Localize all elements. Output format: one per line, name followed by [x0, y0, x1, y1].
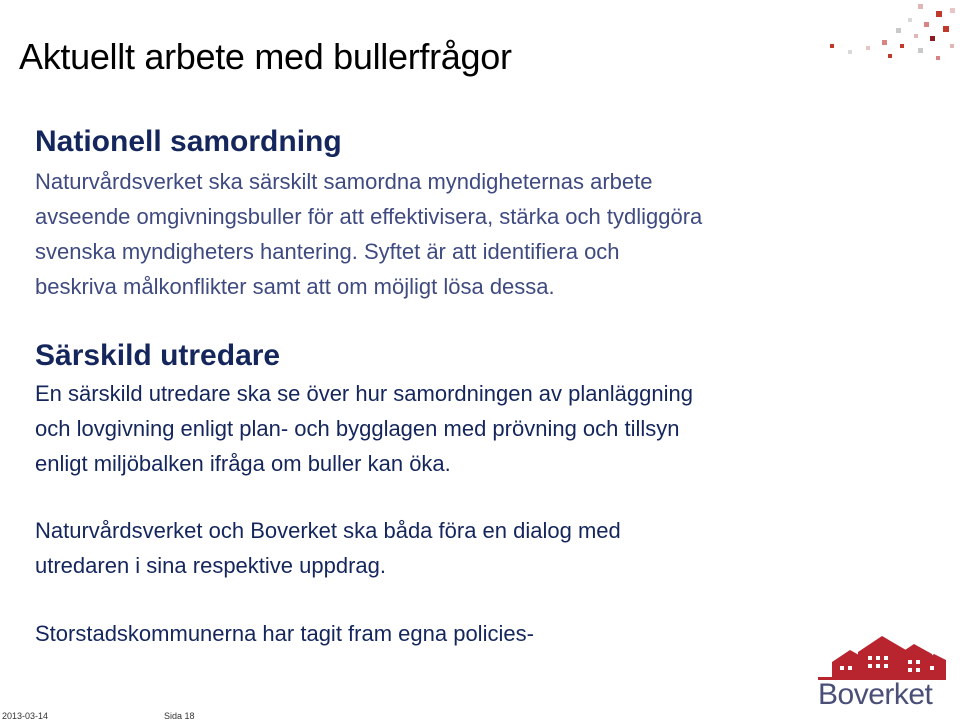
boverket-rooftops-logo-icon — [818, 632, 946, 680]
section-heading: Nationell samordning — [35, 125, 342, 158]
section-sarskild-utredare — [35, 338, 915, 481]
section-storstadskommunerna — [35, 616, 915, 651]
section-body: Naturvårdsverket ska särskilt samordna myndigheternas arbete avseende omgivningsbuller för att effektivisera, stärka och tydliggöra svenska myndigheters hantering. Syftet är att identifiera och beskriva målkonflikter samt att om möjligt lösa dessa. — [35, 169, 703, 299]
boverket-logo — [812, 632, 952, 714]
footer-date: 2013-03-14 — [2, 711, 49, 721]
section-heading: Särskild utredare — [35, 339, 281, 372]
slide-title: Aktuellt arbete med bullerfrågor — [19, 36, 512, 77]
boverket-wordmark: Boverket — [818, 678, 933, 711]
section-nationell-samordning — [35, 124, 915, 304]
section-body: Storstadskommunerna har tagit fram egna policies- — [35, 621, 534, 646]
section-dialog — [35, 513, 915, 583]
section-body: En särskild utredare ska se över hur samordningen av planläggning och lovgivning enligt plan- och bygglagen med prövning och tillsyn enligt miljöbalken ifråga om buller kan öka. — [35, 381, 693, 476]
footer-page-number: Sida 18 — [164, 711, 195, 721]
section-body: Naturvårdsverket och Boverket ska båda föra en dialog med utredaren i sina respektive uppdrag. — [35, 518, 621, 578]
scattered-squares-pattern-icon — [822, 0, 960, 70]
